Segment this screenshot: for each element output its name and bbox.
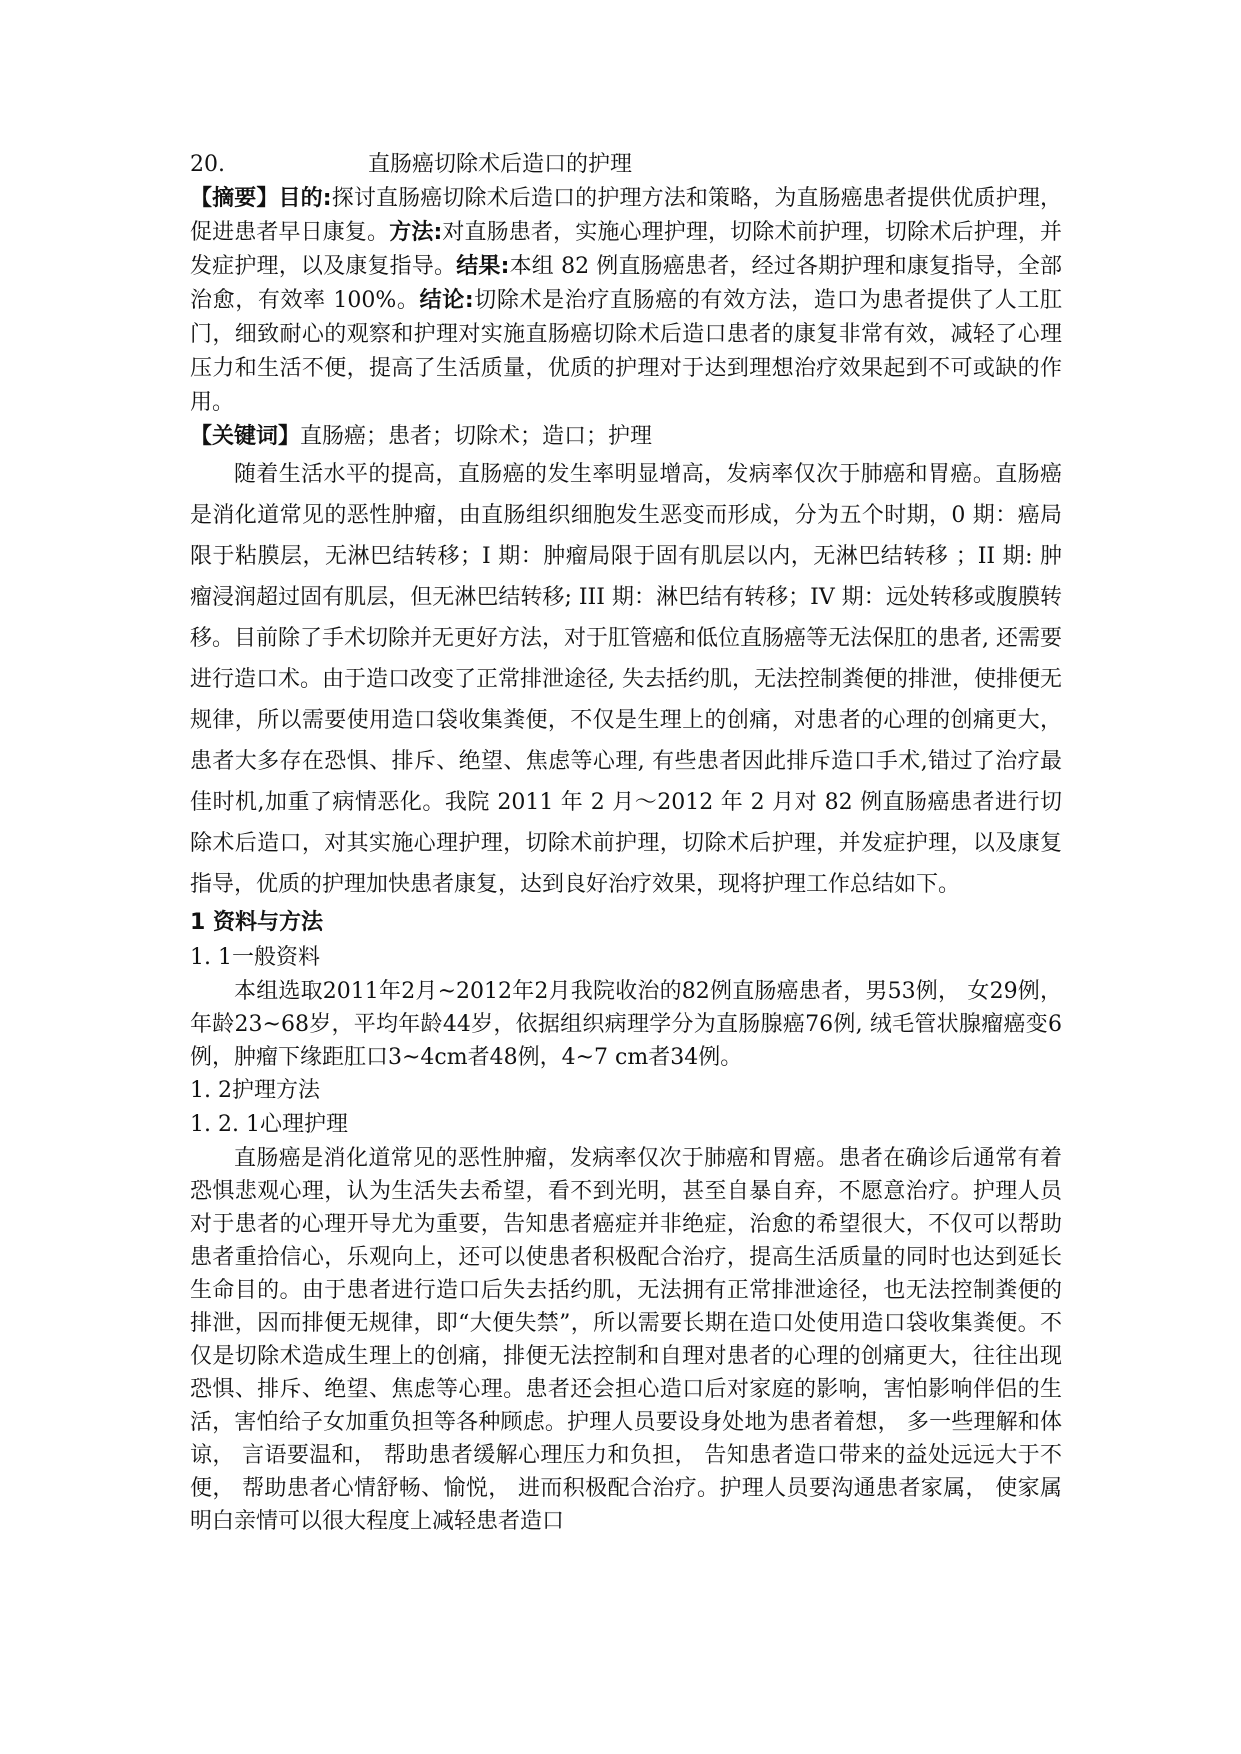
general-data-paragraph: 本组选取2011年2月~2012年2月我院收治的82例直肠癌患者，男53例， 女29例，年龄23~68岁，平均年龄44岁，依据组织病理学分为直肠腺癌76例, 绒毛管状腺瘤癌变6 例，肿瘤下缘距肛口3~4cm者48例，4~7 cm者34例。 [190, 979, 1062, 1070]
keywords-line [190, 420, 1062, 454]
subsection-heading-nursing: 1. 2护理方法 [190, 1078, 320, 1103]
methods-label: 方法: [389, 220, 443, 245]
subsection-heading-psychological: 1. 2. 1心理护理 [190, 1112, 348, 1137]
subsection-heading-general: 1. 1一般资料 [190, 945, 320, 970]
objective-label: 目的: [278, 186, 332, 211]
methods-text: 对直肠患者，实施心理护理，切除术前护理，切除术后护理，并发症护理，以及康复指导。 [190, 220, 1062, 279]
section-heading: 1 资料与方法 [190, 910, 323, 935]
conclusion-label: 结论: [419, 288, 474, 313]
intro-paragraph: 随着生活水平的提高，直肠癌的发生率明显增高，发病率仅次于肺癌和胃癌。直肠癌是消化道常见的恶性肿瘤，由直肠组织细胞发生恶变而形成，分为五个时期，0 期：癌局限于粘膜层，无淋巴结转移；I 期：肿瘤局限于固有肌层以内，无淋巴结转移 ；II 期: 肿瘤浸润超过固有肌层，但无淋巴结转移; III 期：淋巴结有转移；IV 期：远处转移或腹膜转移。目前除了手术切除并无更好方法，对于肛管癌和低位直肠癌等无法保肛的患者, 还需要进行造口术。由于造口改变了正常排泄途径, 失去括约肌，无法控制粪便的排泄，使排便无规律，所以需要使用造口袋收集粪便，不仅是生理上的创痛，对患者的心理的创痛更大，患者大多存在恐惧、排斥、绝望、焦虑等心理, 有些患者因此排斥造口手术,错过了治疗最佳时机,加重了病情恶化。我院 2011 年 2 月～2012 年 2 月对 82 例直肠癌患者进行切除术后造口，对其实施心理护理，切除术前护理，切除术后护理，并发症护理，以及康复指导，优质的护理加快患者康复，达到良好治疗效果，现将护理工作总结如下。 [190, 462, 1062, 897]
psychological-nursing-paragraph: 直肠癌是消化道常见的恶性肿瘤，发病率仅次于肺癌和胃癌。患者在确诊后通常有着恐惧悲观心理，认为生活失去希望，看不到光明，甚至自暴自弃，不愿意治疗。护理人员对于患者的心理开导尤为重要，告知患者癌症并非绝症，治愈的希望很大，不仅可以帮助患者重拾信心，乐观向上，还可以使患者积极配合治疗，提高生活质量的同时也达到延长生命目的。由于患者进行造口后失去括约肌，无法拥有正常排泄途径，也无法控制粪便的排泄，因而排便无规律，即“大便失禁”，所以需要长期在造口处使用造口袋收集粪便。不仅是切除术造成生理上的创痛，排便无法控制和自理对患者的心理的创痛更大，往往出现恐惧、排斥、绝望、焦虑等心理。患者还会担心造口后对家庭的影响，害怕影响伴侣的生活，害怕给子女加重负担等各种顾虑。护理人员要设身处地为患者着想， 多一些理解和体谅， 言语要温和， 帮助患者缓解心理压力和负担， 告知患者造口带来的益处远远大于不便， 帮助患者心情舒畅、愉悦， 进而积极配合治疗。护理人员要沟通患者家属， 使家属明白亲情可以很大程度上减轻患者造口 [190, 1146, 1062, 1534]
document-content [190, 148, 1062, 1538]
conclusion-text: 切除术是治疗直肠癌的有效方法，造口为患者提供了人工肛门，细致耐心的观察和护理对实施直肠癌切除术后造口患者的康复非常有效，减轻了心理压力和生活不便，提高了生活质量，优质的护理对于达到理想治疗效果起到不可或缺的作用。 [190, 288, 1062, 415]
results-label: 结果: [456, 254, 510, 279]
keywords-label: 【关键词】 [190, 424, 301, 449]
title-line [190, 148, 1062, 182]
objective-text: 探讨直肠癌切除术后造口的护理方法和策略，为直肠癌患者提供优质护理，促进患者早日康复。 [190, 186, 1062, 245]
keywords-text: 直肠癌；患者；切除术；造口；护理 [300, 424, 653, 449]
abstract-tag: 【摘要】 [190, 186, 279, 211]
results-text: 本组 82 例直肠癌患者，经过各期护理和康复指导，全部治愈，有效率 100%。 [190, 254, 1062, 313]
abstract-paragraph [190, 182, 1062, 420]
article-title: 直肠癌切除术后造口的护理 [368, 152, 633, 177]
article-number: 20. [190, 152, 225, 177]
